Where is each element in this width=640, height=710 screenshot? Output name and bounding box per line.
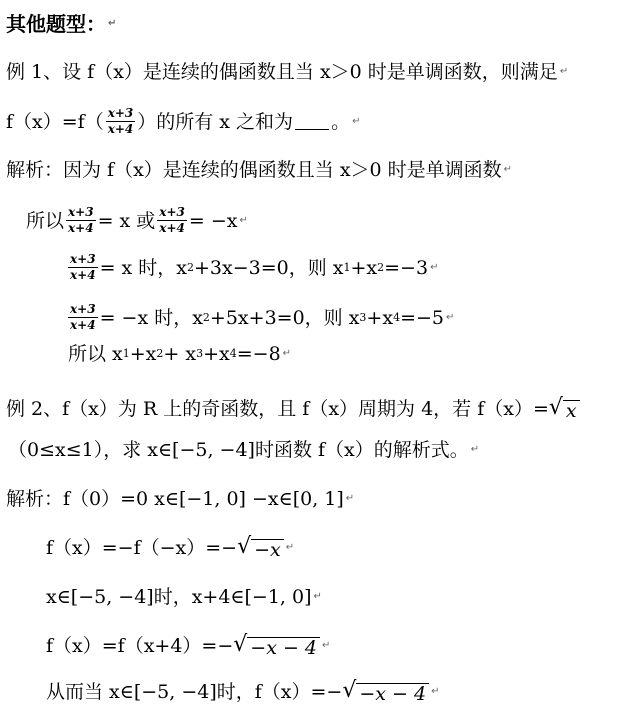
return-mark-icon: ↵ [446, 311, 455, 323]
return-mark-icon: ↵ [313, 591, 322, 602]
return-mark-icon: ↵ [285, 542, 295, 553]
return-mark-icon: ↵ [108, 18, 117, 29]
return-mark-icon: ↵ [282, 348, 292, 359]
return-mark-icon: ↵ [352, 115, 361, 127]
solution-2-line-3: x∈[−5, −4]时，x+4∈[−1, 0] ↵ [46, 586, 322, 608]
solution-1-line-2: 所以 $\frac{x+3}{x+4}$ = x 或 $\frac{x+3}{x+4}$ = −x ↵ [26, 205, 248, 235]
square-root: √ x [549, 397, 580, 421]
solution-2-line-5: 从而当 x∈[−5, −4]时，f（x）=− √ −x − 4 ↵ [46, 678, 440, 705]
example-2-line-1: 例 2、f（x）为 R 上的奇函数，且 f（x）周期为 4，若 f（x）= √ x [6, 397, 580, 421]
square-root: √ −x − 4 [342, 680, 429, 704]
return-mark-icon: ↵ [345, 493, 355, 504]
fraction: $\frac{x+3}{x+4}$ [107, 106, 134, 136]
return-mark-icon: ↵ [430, 261, 439, 273]
solution-1-line-3: $\frac{x+3}{x+4}$ = x 时，x 2 +3x−3=0，则 x 1 +x 2 =−3 ↵ [70, 252, 439, 282]
fraction: $\frac{x+3}{x+4}$ [159, 205, 185, 235]
square-root: √ −x − 4 [233, 634, 320, 658]
fraction: $\frac{x+3}{x+4}$ [68, 205, 94, 235]
return-mark-icon: ↵ [470, 444, 480, 455]
square-root: √ −x [237, 536, 284, 560]
example-2-line-2: （0≤x≤1），求 x∈[−5, −4]时函数 f（x）的解析式。 ↵ [8, 439, 480, 461]
answer-blank [295, 113, 329, 130]
return-mark-icon: ↵ [322, 640, 331, 651]
solution-2-line-4: f（x）=f（x+4）=− √ −x − 4 ↵ [46, 632, 331, 659]
fraction: $\frac{x+3}{x+4}$ [70, 302, 96, 332]
return-mark-icon: ↵ [559, 66, 569, 77]
section-heading: 其他题型： ↵ [6, 12, 117, 36]
solution-2-line-2: f（x）=−f（−x）=− √ −x ↵ [46, 534, 295, 561]
return-mark-icon: ↵ [503, 164, 513, 175]
solution-1-line-5: 所以 x 1 +x 2 + x 3 +x 4 =−8 ↵ [68, 343, 292, 365]
return-mark-icon: ↵ [431, 686, 440, 697]
solution-2-line-1: 解析：f（0）=0 x∈[−1, 0] −x∈[0, 1] ↵ [6, 488, 355, 510]
return-mark-icon: ↵ [239, 214, 248, 226]
solution-1-line-1: 解析：因为 f（x）是连续的偶函数且当 x＞0 时是单调函数 ↵ [6, 159, 513, 181]
solution-1-line-4: $\frac{x+3}{x+4}$ = −x 时，x 2 +5x+3=0，则 x 3 +x 4 =−5 ↵ [70, 302, 455, 332]
fraction: $\frac{x+3}{x+4}$ [70, 252, 96, 282]
example-1-line-2: f（x）=f（ $\frac{x+3}{x+4}$ ）的所有 x 之和为 。 ↵ [6, 106, 361, 136]
example-1-line-1: 例 1、设 f（x）是连续的偶函数且当 x＞0 时是单调函数，则满足 ↵ [6, 61, 569, 83]
